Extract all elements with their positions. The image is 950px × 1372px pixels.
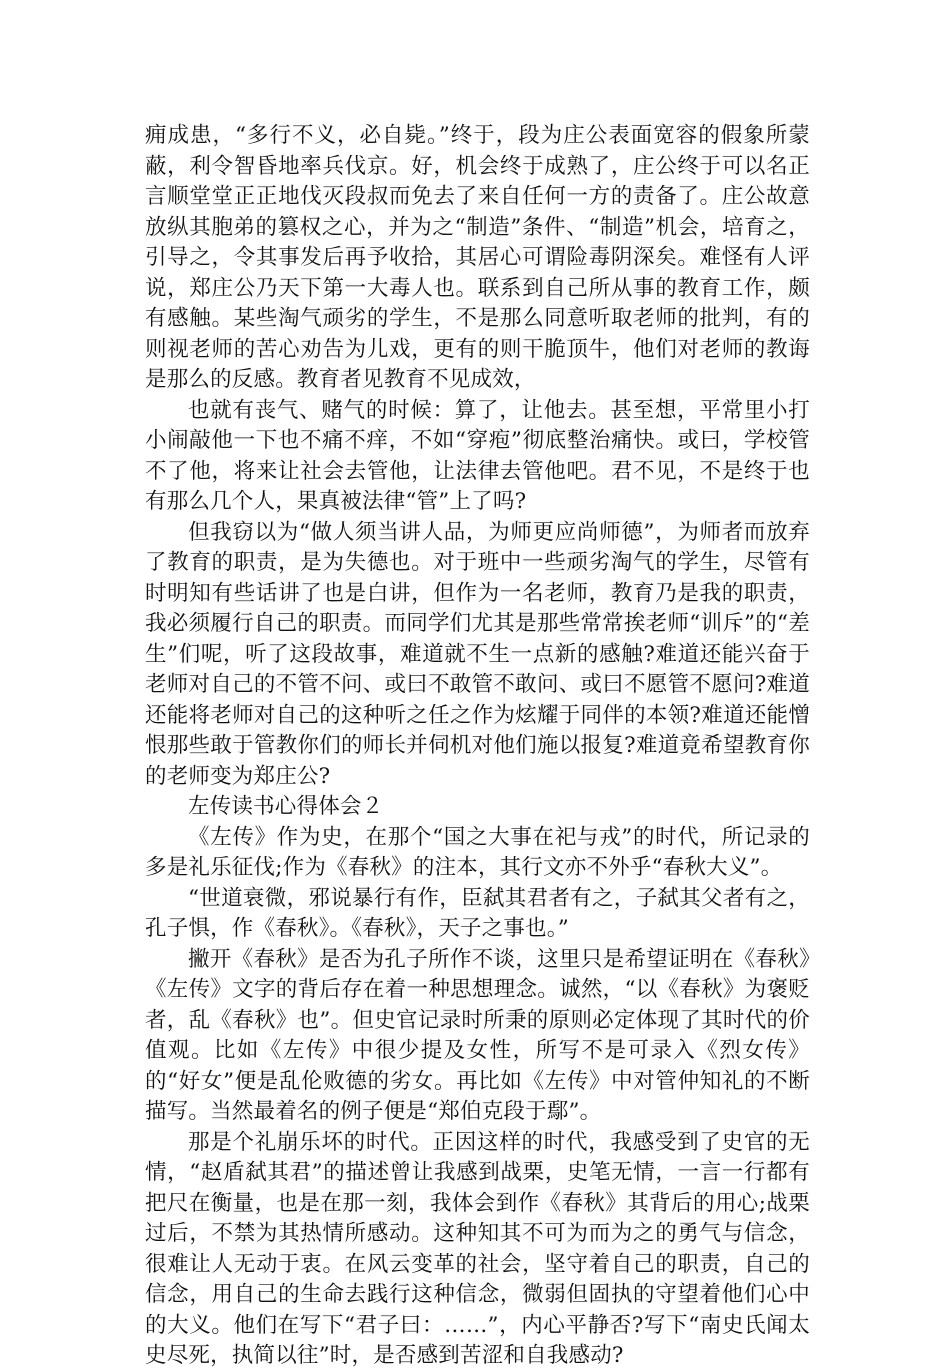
paragraph-2: 也就有丧气、赌气的时候：算了，让他去。甚至想，平常里小打小闹敲他一下也不痛不痒，不如“穿疱”彻底整治痛快。或曰，学校管不了他，将来让社会去管他，让法律去管他吧。君不见，不是终于也有那么几个人，果真被法律“管”上了吗? xyxy=(145,397,810,514)
section-heading: 左传读书心得体会２ xyxy=(188,794,384,819)
paragraph-8: 那是个礼崩乐坏的时代。正因这样的时代，我感受到了史官的无情，“赵盾弑其君”的描述曾让我感到战栗，史笔无情，一言一行都有把尺在衡量，也是在那一刻，我体会到作《春秋》其背后的用心;战栗过后，不禁为其热情所感动。这种知其不可为而为之的勇气与信念，很难让人无动于衷。在风云变革的社会，坚守着自己的职责，自己的信念，用自己的生命去践行这种信念，微弱但固执的守望着他们心中的大义。他们在写下“君子曰：……”，内心平静否?写下“南史氏闻太史尽死，执简以往”时，是否感到苦涩和自我感动? xyxy=(145,1129,810,1368)
paragraph-7: 撇开《春秋》是否为孔子所作不谈，这里只是希望证明在《春秋》《左传》文字的背后存在着一种思想理念。诚然，“以《春秋》为褒贬者，乱《春秋》也”。但史官记录时所秉的原则必定体现了其时代的价值观。比如《左传》中很少提及女性，所写不是可录入《烈女传》的“好女”便是乱伦败德的劣女。再比如《左传》中对管仲知礼的不断描写。当然最着名的例子便是“郑伯克段于鄢”。 xyxy=(145,946,810,1124)
paragraph-1: 痈成患，“多行不义，必自毙。”终于，段为庄公表面宽容的假象所蒙蔽，利令智昏地率兵伐京。好，机会终于成熟了，庄公终于可以名正言顺堂堂正正地伐灭段叔而免去了来自任何一方的责备了。庄公故意放纵其胞弟的篡权之心，并为之“制造”条件、“制造”机会，培育之，引导之，令其事发后再予收拾，其居心可谓险毒阴深矣。难怪有人评说，郑庄公乃天下第一大毒人也。联系到自己所从事的教育工作，颇有感触。某些淘气顽劣的学生，不是那么同意听取老师的批判，有的则视老师的苦心劝告为儿戏，更有的则干脆顶牛，他们对老师的教诲是那么的反感。教育者见教育不见成效， xyxy=(145,123,810,392)
paragraph-5: 《左传》作为史，在那个“国之大事在祀与戎”的时代，所记录的多是礼乐征伐;作为《春秋》的注本，其行文亦不外乎“春秋大义”。 xyxy=(145,824,810,880)
paragraph-3: 但我窃以为“做人须当讲人品，为师更应尚师德”，为师者而放弃了教育的职责，是为失德也。对于班中一些顽劣淘气的学生，尽管有时明知有些话讲了也是白讲，但作为一名老师，教育乃是我的职责，我必须履行自己的职责。而同学们尤其是那些常常挨老师“训斥”的“差生”们呢，听了这段故事，难道就不生一点新的感触?难道还能兴奋于老师对自己的不管不问、或曰不敢管不敢问、或曰不愿管不愿问?难道还能将老师对自己的这种听之任之作为炫耀于同伴的本领?难道还能憎恨那些敢于管教你们的师长并伺机对他们施以报复?难道竟希望教育你的老师变为郑庄公? xyxy=(145,519,810,789)
document-page xyxy=(145,121,810,1372)
paragraph-6: “世道衰微，邪说暴行有作，臣弑其君者有之，子弑其父者有之，孔子惧，作《春秋》。《春秋》，天子之事也。” xyxy=(145,885,810,941)
